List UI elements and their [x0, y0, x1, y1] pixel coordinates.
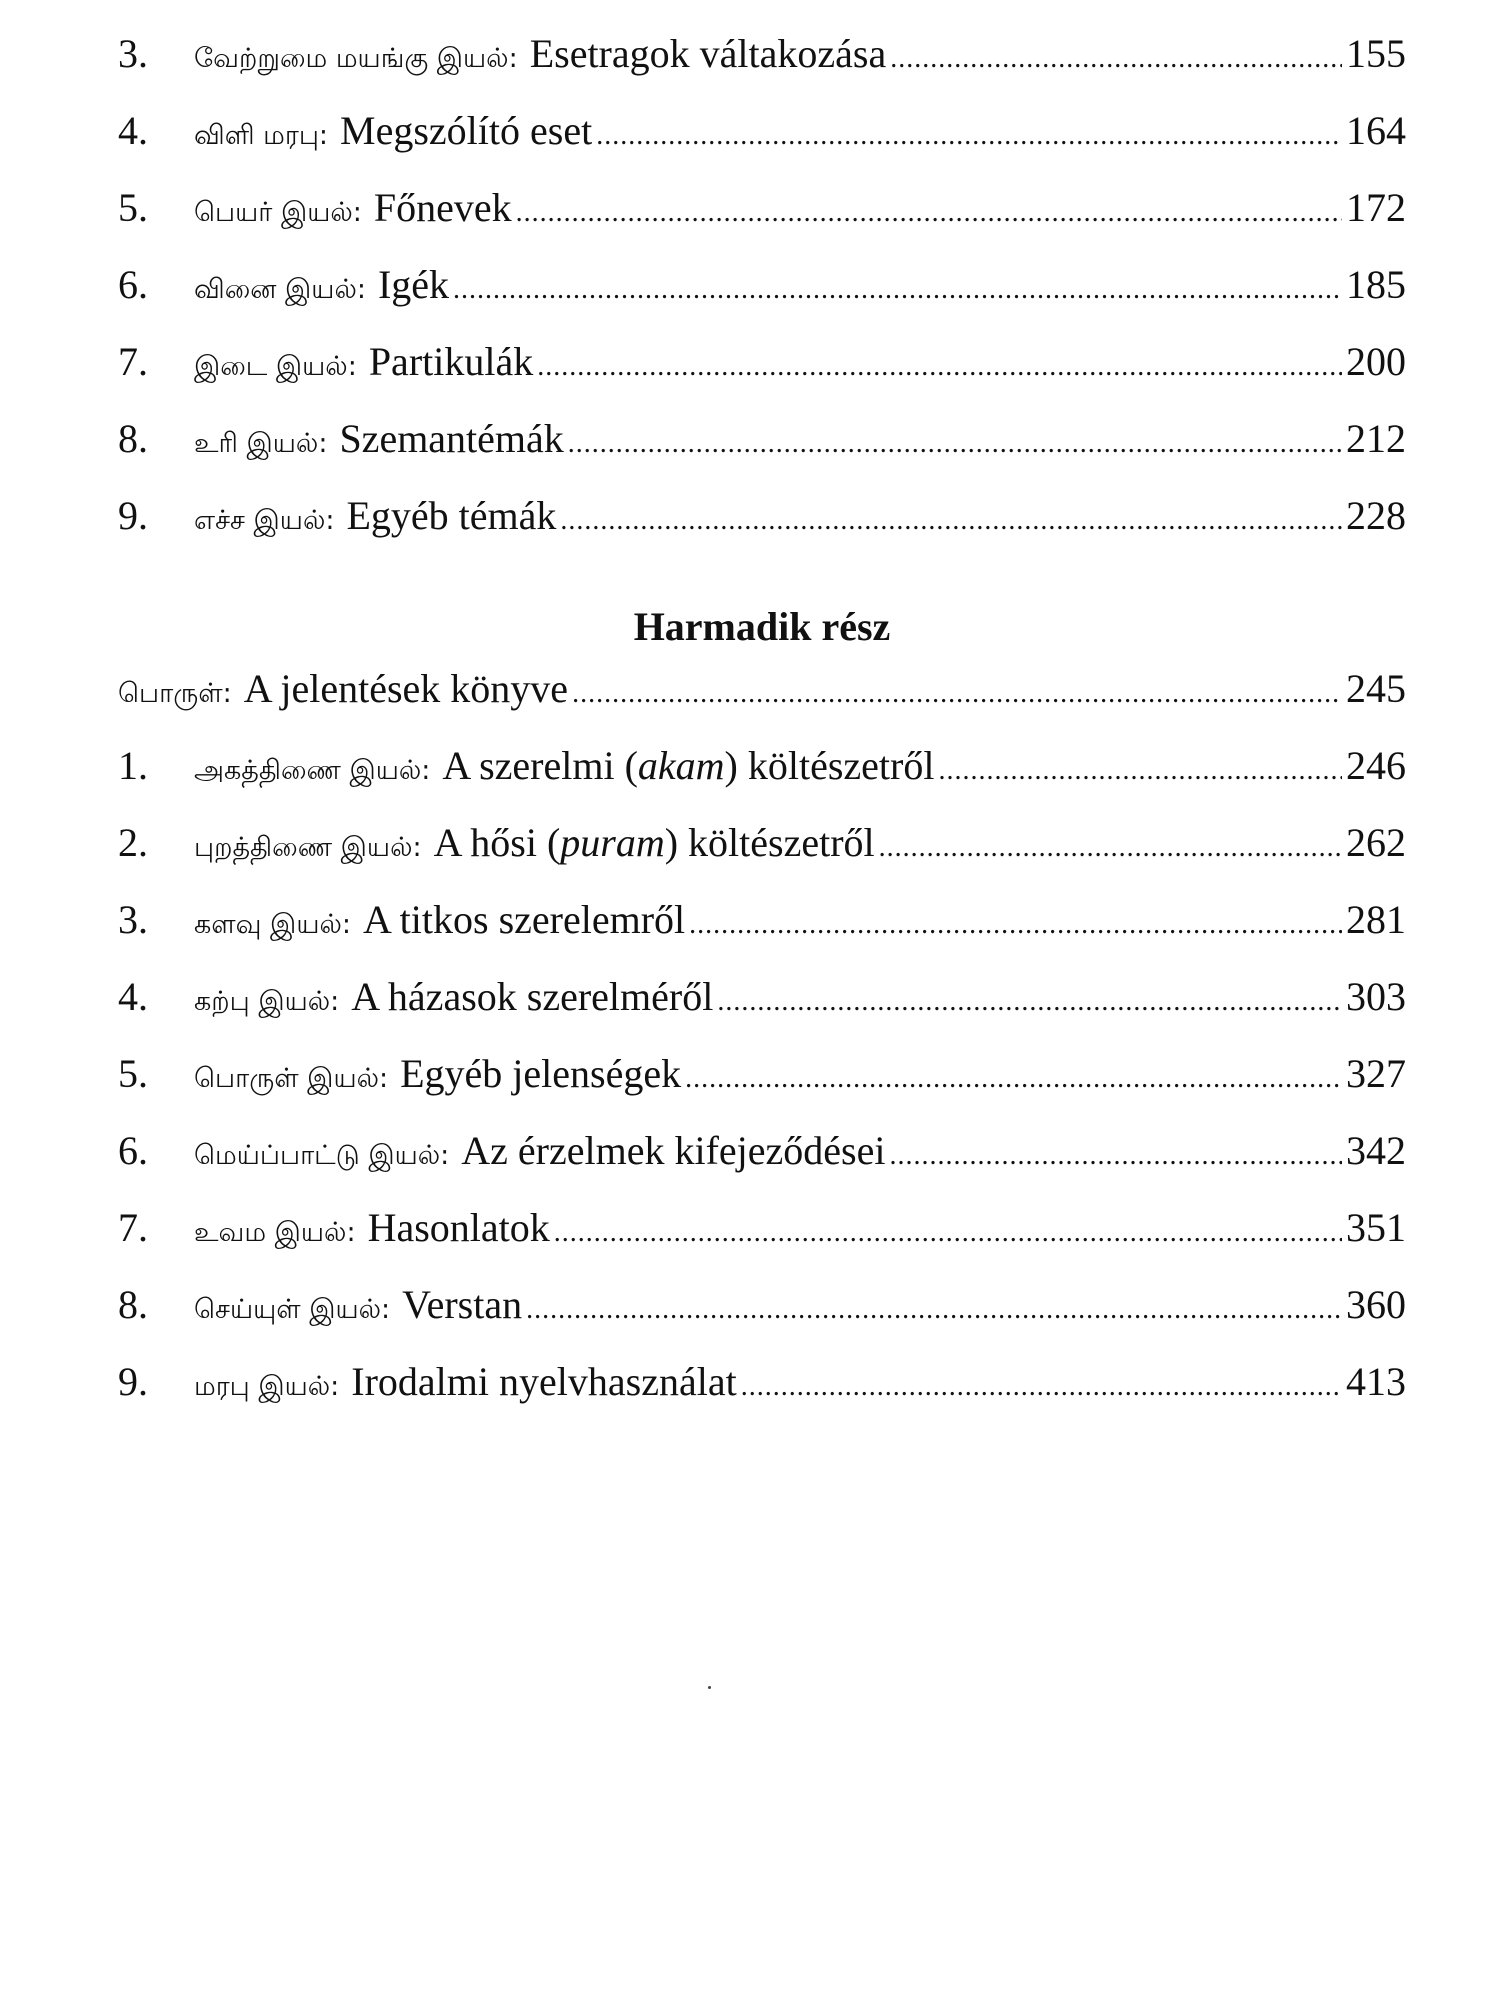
dot-leader	[596, 112, 1342, 160]
entry-tamil-title: அகத்திணை இயல்:	[194, 755, 431, 786]
entry-hungarian-title: A jelentések könyve	[243, 666, 569, 711]
dot-leader	[516, 189, 1342, 237]
entry-number: 3.	[118, 897, 148, 942]
entry-page-number: 342	[1346, 1128, 1406, 1173]
entry-page-number: 155	[1346, 31, 1406, 76]
entry-tamil-title: வினை இயல்:	[194, 274, 366, 305]
dot-leader	[537, 343, 1342, 391]
dot-leader	[453, 266, 1342, 314]
entry-number: 6.	[118, 1128, 148, 1173]
toc-entry[interactable]	[118, 492, 1406, 569]
dot-leader	[572, 670, 1342, 718]
entry-number: 2.	[118, 820, 148, 865]
entry-tamil-title: பொருள் இயல்:	[194, 1063, 389, 1094]
entry-tamil-title: மெய்ப்பாட்டு இயல்:	[194, 1140, 450, 1171]
entry-tamil-title: புறத்திணை இயல்:	[194, 832, 422, 863]
entry-number: 7.	[118, 1205, 148, 1250]
entry-number: 8.	[118, 416, 148, 461]
toc-entry[interactable]	[118, 30, 1406, 107]
dot-leader	[560, 497, 1342, 545]
entry-tamil-title: எச்ச இயல்:	[194, 505, 335, 536]
toc-entry[interactable]	[118, 107, 1406, 184]
entry-number: 6.	[118, 262, 148, 307]
entry-hungarian-title: A házasok szerelméről	[351, 974, 714, 1019]
entry-number: 5.	[118, 1051, 148, 1096]
entry-tamil-title: பொருள்:	[118, 678, 232, 709]
entry-page-number: 212	[1346, 416, 1406, 461]
entry-number: 5.	[118, 185, 148, 230]
entry-tamil-title: களவு இயல்:	[194, 909, 351, 940]
entry-number: 4.	[118, 108, 148, 153]
entry-number: 9.	[118, 1359, 148, 1404]
dot-leader	[568, 420, 1342, 468]
toc-entry[interactable]	[118, 415, 1406, 492]
entry-hungarian-title: Esetragok váltakozása	[529, 31, 887, 76]
entry-page-number: 262	[1346, 820, 1406, 865]
print-speck	[708, 1686, 711, 1689]
entry-hungarian-title: Az érzelmek kifejeződései	[461, 1128, 886, 1173]
entry-hungarian-title: Egyéb jelenségek	[400, 1051, 682, 1096]
entry-page-number: 228	[1346, 493, 1406, 538]
entry-tamil-title: மரபு இயல்:	[194, 1371, 340, 1402]
toc-entry[interactable]	[118, 1281, 1406, 1358]
toc-entry[interactable]	[118, 1127, 1406, 1204]
entry-number: 9.	[118, 493, 148, 538]
toc-entry[interactable]	[118, 819, 1406, 896]
entry-page-number: 327	[1346, 1051, 1406, 1096]
entry-number: 3.	[118, 31, 148, 76]
entry-page-number: 164	[1346, 108, 1406, 153]
dot-leader	[938, 747, 1342, 795]
entry-page-number: 303	[1346, 974, 1406, 1019]
entry-tamil-title: வேற்றுமை மயங்கு இயல்:	[194, 43, 518, 74]
dot-leader	[554, 1209, 1342, 1257]
entry-page-number: 246	[1346, 743, 1406, 788]
toc-entry[interactable]	[118, 1358, 1406, 1435]
dot-leader	[879, 824, 1342, 872]
toc-entry[interactable]	[118, 1050, 1406, 1127]
entry-page-number: 360	[1346, 1282, 1406, 1327]
entry-hungarian-title: Irodalmi nyelvhasználat	[351, 1359, 737, 1404]
toc-entry[interactable]	[118, 973, 1406, 1050]
entry-hungarian-title: Szemantémák	[339, 416, 564, 461]
entry-tamil-title: இடை இயல்:	[194, 351, 357, 382]
entry-number: 4.	[118, 974, 148, 1019]
entry-tamil-title: பெயர் இயல்:	[194, 197, 362, 228]
dot-leader	[889, 1132, 1342, 1180]
toc-entry[interactable]	[118, 896, 1406, 973]
entry-tamil-title: கற்பு இயல்:	[194, 986, 340, 1017]
toc-entry[interactable]	[118, 742, 1406, 819]
toc-entry[interactable]	[118, 184, 1406, 261]
dot-leader	[890, 35, 1342, 83]
entry-hungarian-title: Főnevek	[373, 185, 512, 230]
dot-leader	[685, 1055, 1342, 1103]
entry-page-number: 185	[1346, 262, 1406, 307]
toc-entry[interactable]	[118, 338, 1406, 415]
title-italic-term: puram	[560, 820, 665, 865]
entry-page-number: 351	[1346, 1205, 1406, 1250]
entry-tamil-title: உரி இயல்:	[194, 428, 328, 459]
entry-tamil-title: உவம இயல்:	[194, 1217, 356, 1248]
entry-hungarian-title: A titkos szerelemről	[362, 897, 686, 942]
entry-hungarian-title: Verstan	[402, 1282, 523, 1327]
dot-leader	[689, 901, 1342, 949]
table-of-contents	[118, 30, 1406, 1435]
dot-leader	[526, 1286, 1342, 1334]
title-text: A szerelmi (	[442, 743, 638, 788]
entry-tamil-title: விளி மரபு:	[194, 120, 329, 151]
toc-entry[interactable]	[118, 1204, 1406, 1281]
title-text: A hősi (	[433, 820, 561, 865]
dot-leader	[717, 978, 1342, 1026]
dot-leader	[741, 1363, 1342, 1411]
title-text: ) költészetről	[724, 743, 935, 788]
entry-hungarian-title: Partikulák	[368, 339, 534, 384]
entry-hungarian-title: Egyéb témák	[346, 493, 557, 538]
entry-hungarian-title	[442, 743, 934, 788]
entry-page-number: 281	[1346, 897, 1406, 942]
entry-page-number: 172	[1346, 185, 1406, 230]
toc-entry[interactable]	[118, 261, 1406, 338]
toc-entry-intro[interactable]	[118, 665, 1406, 742]
entry-number: 7.	[118, 339, 148, 384]
entry-tamil-title: செய்யுள் இயல்:	[194, 1294, 391, 1325]
entry-page-number: 200	[1346, 339, 1406, 384]
title-text: ) költészetről	[664, 820, 875, 865]
entry-number: 1.	[118, 743, 148, 788]
entry-hungarian-title: Igék	[377, 262, 450, 307]
entry-hungarian-title	[434, 820, 875, 865]
title-italic-term: akam	[637, 743, 725, 788]
entry-hungarian-title: Megszólító eset	[340, 108, 593, 153]
entry-page-number: 245	[1346, 666, 1406, 711]
entry-page-number: 413	[1346, 1359, 1406, 1404]
entry-number: 8.	[118, 1282, 148, 1327]
section-heading: Harmadik rész	[633, 604, 891, 649]
entry-hungarian-title: Hasonlatok	[367, 1205, 550, 1250]
